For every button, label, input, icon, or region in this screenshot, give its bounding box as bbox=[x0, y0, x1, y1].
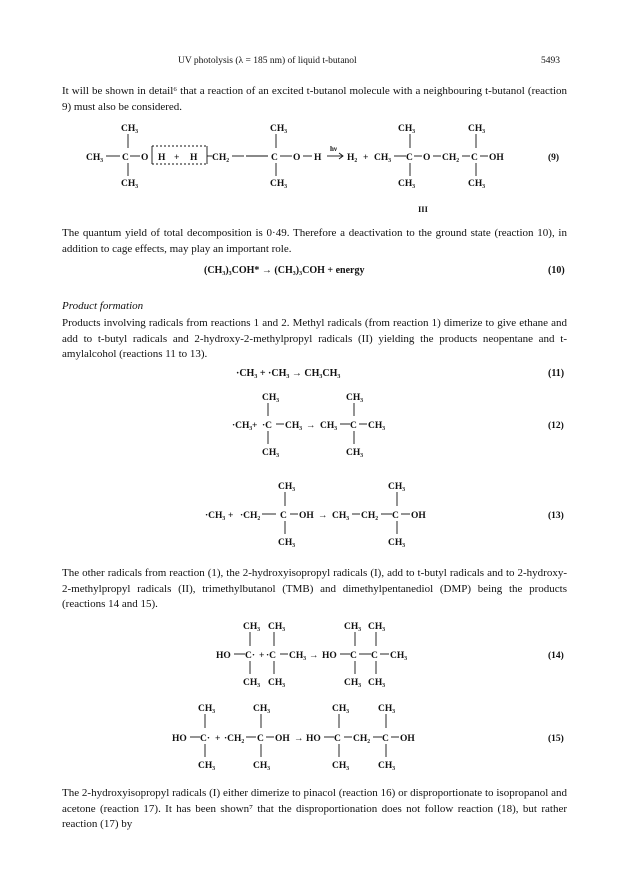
r15-ch3-bot-4: CH₃ bbox=[378, 761, 396, 771]
r9-ch3-bot-4: CH₃ bbox=[468, 179, 486, 189]
r13-c-1: C bbox=[280, 511, 287, 521]
reaction-10-number: (10) bbox=[548, 265, 565, 276]
r15-c-prod-2: C bbox=[382, 734, 389, 744]
r13-oh-1: OH bbox=[299, 511, 314, 521]
r14-ch3-top-3: CH₃ bbox=[344, 622, 362, 632]
r14-c-prod-1: C bbox=[350, 651, 357, 661]
r12-arrow: → bbox=[306, 421, 316, 431]
r14-arrow: → bbox=[309, 651, 319, 661]
r14-ho-prod: HO bbox=[322, 651, 337, 661]
r12-ch3-top-1: CH₃ bbox=[262, 393, 280, 403]
r9-h-2: H bbox=[190, 153, 198, 163]
r13-rad-ch2: ·CH₂ bbox=[240, 511, 261, 521]
r9-ch3-bot-3: CH₃ bbox=[398, 179, 416, 189]
r12-ch3-bot-1: CH₃ bbox=[262, 448, 280, 458]
r13-ch3-top-2: CH₃ bbox=[388, 482, 406, 492]
paragraph-pinacol: The 2-hydroxyisopropyl radicals (I) either dimerize to pinacol (reaction 16) or disproportionate to isopropanol and acetone (reaction 17). It has been shown⁷ that the disproportionation does not follow reaction (18), but rather reaction (17) by bbox=[62, 787, 567, 830]
r9-ch3-left-prod: CH₃ bbox=[374, 153, 392, 163]
r15-c-1: C bbox=[257, 734, 264, 744]
r15-ch3-top-1: CH₃ bbox=[198, 704, 216, 714]
r9-o-3: O bbox=[423, 153, 431, 163]
r13-ch3-bot-1: CH₃ bbox=[278, 538, 296, 548]
r12-ch3-prod-right: CH₃ bbox=[368, 421, 386, 431]
r9-oh: OH bbox=[489, 153, 504, 163]
r14-ch3-mid: CH₃ bbox=[289, 651, 307, 661]
r15-arrow: → bbox=[294, 734, 304, 744]
r13-ch3-bot-2: CH₃ bbox=[388, 538, 406, 548]
r12-rad-c: ·C bbox=[262, 421, 273, 431]
r9-c-1: C bbox=[122, 153, 129, 163]
r13-ch3-prod: CH₃ bbox=[332, 511, 350, 521]
r13-rad-ch3: ·CH₃ bbox=[205, 511, 226, 521]
r14-ch3-bot-3: CH₃ bbox=[344, 678, 362, 688]
r9-ch3-top-2: CH₃ bbox=[270, 124, 288, 134]
bond-line bbox=[339, 153, 343, 159]
r13-arrow: → bbox=[318, 511, 328, 521]
r9-c-2: C bbox=[271, 153, 278, 163]
r15-ch3-top-2: CH₃ bbox=[253, 704, 271, 714]
paragraph-reaction9-intro: It will be shown in detail⁶ that a reaction of an excited t-butanol molecule with a neighbouring t-butanol (reaction 9) must also be considered. bbox=[62, 85, 567, 113]
r14-ch3-bot-4: CH₃ bbox=[368, 678, 386, 688]
r13-ch2-prod: CH₂ bbox=[361, 511, 379, 521]
r9-o-2: O bbox=[293, 153, 301, 163]
r15-ch3-bot-1: CH₃ bbox=[198, 761, 216, 771]
r9-h-1: H bbox=[158, 153, 166, 163]
r15-ch3-bot-2: CH₃ bbox=[253, 761, 271, 771]
reaction-11-text: ·CH₃ + ·CH₃ → CH₃CH₃ bbox=[236, 368, 341, 379]
r9-ch3-bot-1: CH₃ bbox=[121, 179, 139, 189]
r9-ch3-left: CH₃ bbox=[86, 153, 104, 163]
r9-ch3-bot-2: CH₃ bbox=[270, 179, 288, 189]
r12-c-prod: C bbox=[350, 421, 357, 431]
r14-ho: HO bbox=[216, 651, 231, 661]
r12-rad-ch3: ·CH₃ bbox=[232, 421, 253, 431]
reaction-10-text: (CH₃)₃COH* → (CH₃)₃COH + energy bbox=[204, 265, 365, 276]
r9-o-1: O bbox=[141, 153, 149, 163]
r13-c-2: C bbox=[392, 511, 399, 521]
r15-ch2-prod: CH₂ bbox=[353, 734, 371, 744]
r12-ch3-bot-2: CH₃ bbox=[346, 448, 364, 458]
r15-ch3-top-3: CH₃ bbox=[332, 704, 350, 714]
r9-ch2-prod: CH₂ bbox=[442, 153, 460, 163]
r9-c-4: C bbox=[471, 153, 478, 163]
r15-c-rad: C· bbox=[200, 734, 211, 744]
r14-ch3-top-4: CH₃ bbox=[368, 622, 386, 632]
r14-ch3-bot-1: CH₃ bbox=[243, 678, 261, 688]
r14-c-prod-2: C bbox=[371, 651, 378, 661]
r9-ch2: CH₂ bbox=[212, 153, 230, 163]
r14-ch3-bot-2: CH₃ bbox=[268, 678, 286, 688]
r9-plus-2: + bbox=[363, 153, 369, 163]
r12-number: (12) bbox=[548, 421, 564, 431]
r12-ch3-right: CH₃ bbox=[285, 421, 303, 431]
running-title: UV photolysis (λ = 185 nm) of liquid t-butanol bbox=[178, 56, 357, 66]
r9-c-3: C bbox=[406, 153, 413, 163]
r13-number: (13) bbox=[548, 511, 564, 521]
r14-c-rad: C· bbox=[245, 651, 256, 661]
r14-number: (14) bbox=[548, 651, 564, 661]
r15-plus: + bbox=[215, 734, 221, 744]
r9-label-III: III bbox=[418, 204, 428, 214]
r9-ch3-top-1: CH₃ bbox=[121, 124, 139, 134]
r12-ch3-top-2: CH₃ bbox=[346, 393, 364, 403]
page-number: 5493 bbox=[541, 56, 560, 66]
r15-c-prod-1: C bbox=[334, 734, 341, 744]
r15-oh-prod: OH bbox=[400, 734, 415, 744]
r15-number: (15) bbox=[548, 734, 564, 744]
r9-hv: hν bbox=[330, 145, 338, 153]
r12-plus: + bbox=[252, 421, 258, 431]
r15-ch3-bot-3: CH₃ bbox=[332, 761, 350, 771]
r14-plus: + bbox=[259, 651, 265, 661]
r15-ho: HO bbox=[172, 734, 187, 744]
r9-ch3-top-3: CH₃ bbox=[398, 124, 416, 134]
r12-ch3-prod-left: CH₃ bbox=[320, 421, 338, 431]
section-heading-product-formation: Product formation bbox=[62, 300, 144, 312]
r13-ch3-top-1: CH₃ bbox=[278, 482, 296, 492]
r15-rad-ch2: ·CH₂ bbox=[224, 734, 245, 744]
r15-oh-1: OH bbox=[275, 734, 290, 744]
r9-h-3: H bbox=[314, 153, 322, 163]
r9-number: (9) bbox=[548, 153, 560, 163]
paragraph-products-radicals: Products involving radicals from reactions 1 and 2. Methyl radicals (from reaction 1) dimerize to give ethane and add to t-butyl radicals and 2-hydroxy-2-methylpropyl radicals (II) yielding the products neopentane and t-amylalcohol (reactions 11 to 13). bbox=[62, 317, 567, 360]
reaction-11-number: (11) bbox=[548, 368, 565, 379]
r13-oh-2: OH bbox=[411, 511, 426, 521]
r9-ch3-top-4: CH₃ bbox=[468, 124, 486, 134]
paragraph-quantum-yield: The quantum yield of total decomposition is 0·49. Therefore a deactivation to the ground state (reaction 10), in addition to cage effects, may play an important role. bbox=[62, 227, 567, 255]
r14-ch3-top-2: CH₃ bbox=[268, 622, 286, 632]
r15-ho-prod: HO bbox=[306, 734, 321, 744]
r9-h2: H₂ bbox=[347, 153, 358, 163]
r13-plus: + bbox=[228, 511, 234, 521]
r14-rad-c: ·C bbox=[266, 651, 277, 661]
r14-ch3-prod: CH₃ bbox=[390, 651, 408, 661]
running-header bbox=[60, 56, 560, 70]
r14-ch3-top-1: CH₃ bbox=[243, 622, 261, 632]
r9-plus-box: + bbox=[174, 153, 180, 163]
r15-ch3-top-4: CH₃ bbox=[378, 704, 396, 714]
paragraph-other-radicals: The other radicals from reaction (1), the 2-hydroxyisopropyl radicals (I), add to t-butyl radicals and to 2-hydroxy-2-methylpropyl radicals (II), trimethylbutanol (TMB) and dimethylpentanediol (DMP) being the products (reactions 14 and 15). bbox=[62, 567, 567, 610]
